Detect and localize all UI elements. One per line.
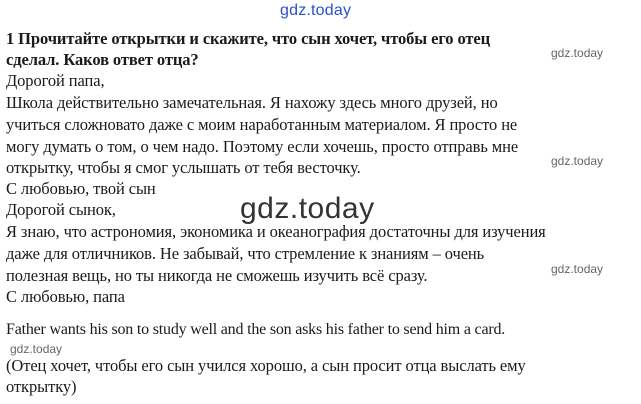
father-card-closing: С любовью, папа xyxy=(6,287,125,306)
task-heading-line-1: 1 Прочитайте открытки и скажите, что сын хочет, чтобы его отец xyxy=(6,29,491,48)
son-card-body-line: Школа действительно замечательная. Я нахожу здесь много друзей, но xyxy=(6,93,498,112)
answer-russian-line: открытку) xyxy=(6,377,77,396)
father-card-greeting: Дорогой сынок, xyxy=(6,200,116,219)
son-card-greeting: Дорогой папа, xyxy=(6,71,105,90)
watermark-center: gdz.today xyxy=(240,192,375,225)
son-card-body-line: открытку, чтобы я смог услышать от тебя весточку. xyxy=(6,158,361,177)
father-card-body-line: Я знаю, что астрономия, экономика и океанография достаточны для изучения xyxy=(6,222,546,241)
watermark-small: gdz.today xyxy=(551,262,604,276)
watermark-small: gdz.today xyxy=(551,46,604,60)
son-card-body-line: могу думать о том, о чем надо. Поэтому если хочешь, просто отправь мне xyxy=(6,137,519,156)
answer-russian-line: (Отец хочет, чтобы его сын учился хорошо, а сын просит отца выслать ему xyxy=(6,356,526,375)
son-card-closing: С любовью, твой сын xyxy=(6,179,156,198)
watermark-small: gdz.today xyxy=(551,154,604,168)
watermark-small: gdz.today xyxy=(10,342,63,356)
answer-english: Father wants his son to study well and the son asks his father to send him a card. xyxy=(6,321,506,338)
father-card-body-line: полезная вещь, но ты никогда не сможешь изучить всё сразу. xyxy=(6,266,428,285)
son-card-body-line: учиться сложновато даже с моим наработанным материалом. Я просто не xyxy=(6,115,518,134)
father-card-body-line: даже для отличников. Не забывай, что стремление к знаниям – очень xyxy=(6,244,485,263)
watermark-top: gdz.today xyxy=(280,2,352,19)
task-heading-line-2: сделал. Каков ответ отца? xyxy=(6,50,199,69)
